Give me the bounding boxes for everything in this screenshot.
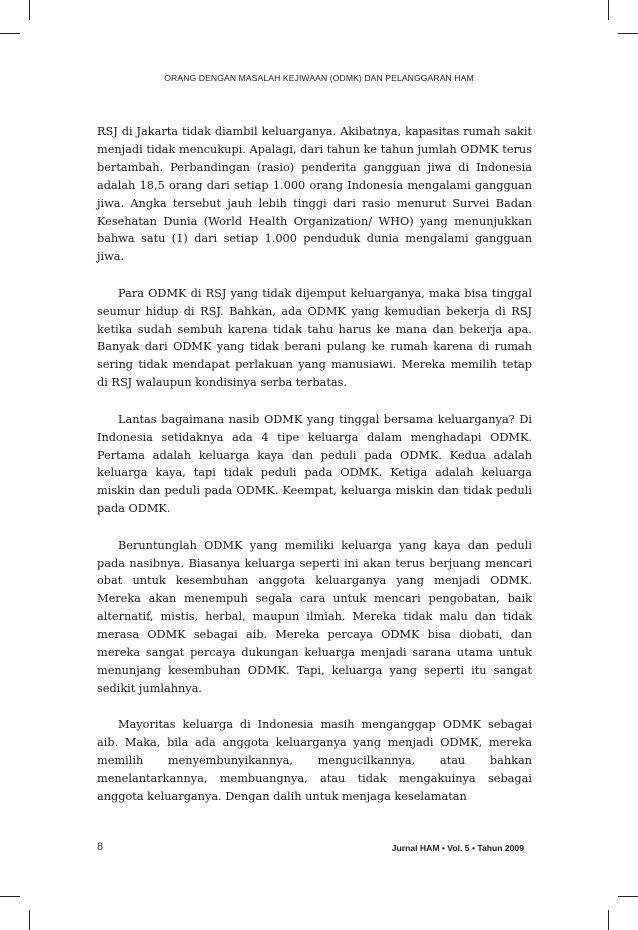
paragraph-5: Mayoritas keluarga di Indonesia masih menganggap ODMK sebagai aib. Maka, bila ada anggota keluarganya yang menjadi ODMK, mereka memilih menyembunyikannya, mengucilkannya, atau bahkan menelantarkannya, membuangnya, atau tidak mengakuinya sebagai anggota keluarganya. Dengan dalih untuk menjaga keselamatan — [97, 718, 532, 803]
crop-mark-top-left-vertical — [29, 0, 30, 20]
paragraph-1: RSJ di Jakarta tidak diambil keluarganya. Akibatnya, kapasitas rumah sakit menjadi tidak mencukupi. Apalagi, dari tahun ke tahun jumlah ODMK terus bertambah. Perbandingan (rasio) penderita gangguan jiwa di Indonesia adalah 18,5 orang dari setiap 1.000 orang Indonesia mengalami gangguan jiwa. Angka tersebut jauh lebih tinggi dari rasio menurut Survei Badan Kesehatan Dunia (World Health Organization/ WHO) yang menunjukkan bahwa satu (1) dari setiap 1.000 penduduk dunia mengalami gangguan jiwa. — [97, 125, 532, 264]
body-text — [97, 123, 532, 824]
running-header: ORANG DENGAN MASALAH KEJIWAAN (ODMK) DAN PELANGGARAN HAM — [164, 73, 474, 83]
crop-mark-top-right-vertical — [608, 0, 609, 20]
paragraph-2: Para ODMK di RSJ yang tidak dijemput keluarganya, maka bisa tinggal seumur hidup di RSJ. Bahkan, ada ODMK yang kemudian bekerja di RSJ ketika sudah sembuh karena tidak tahu harus ke mana dan bekerja apa. Banyak dari ODMK yang tidak berani pulang ke rumah karena di rumah sering tidak mendapat perlakuan yang manusiawi. Mereka memilih tetap di RSJ walaupun kondisinya serba terbatas. — [97, 286, 532, 390]
crop-mark-bottom-right-horizontal — [618, 896, 638, 897]
paragraph-3: Lantas bagaimana nasib ODMK yang tinggal bersama keluarganya? Di Indonesia setidaknya ada 4 tipe keluarga dalam menghadapi ODMK. Pertama adalah keluarga kaya dan peduli pada ODMK. Kedua adalah keluarga kaya, tapi tidak peduli pada ODMK. Ketiga adalah keluarga miskin dan peduli pada ODMK. Keempat, keluarga miskin dan tidak peduli pada ODMK. — [97, 412, 532, 516]
crop-mark-bottom-right-vertical — [608, 910, 609, 930]
crop-mark-top-right-horizontal — [618, 33, 638, 34]
journal-footer: Jurnal HAM • Vol. 5 • Tahun 2009 — [391, 843, 524, 853]
page-number: 8 — [97, 841, 104, 853]
paragraph-4: Beruntunglah ODMK yang memiliki keluarga yang kaya dan peduli pada nasibnya. Biasanya keluarga seperti ini akan terus berjuang mencari obat untuk kesembuhan anggota keluarganya yang menjadi ODMK. Mereka akan menempuh segala cara untuk mencari pengobatan, baik alternatif, mistis, herbal, maupun ilmiah. Mereka tidak malu dan tidak merasa ODMK sebagai aib. Mereka percaya ODMK bisa diobati, dan mereka sangat percaya dukungan keluarga menjadi sarana utama untuk menunjang kesembuhan ODMK. Tapi, keluarga yang seperti itu sangat sedikit jumlahnya. — [97, 538, 532, 695]
crop-mark-top-left-horizontal — [0, 33, 20, 34]
crop-mark-bottom-left-vertical — [29, 910, 30, 930]
crop-mark-bottom-left-horizontal — [0, 896, 20, 897]
